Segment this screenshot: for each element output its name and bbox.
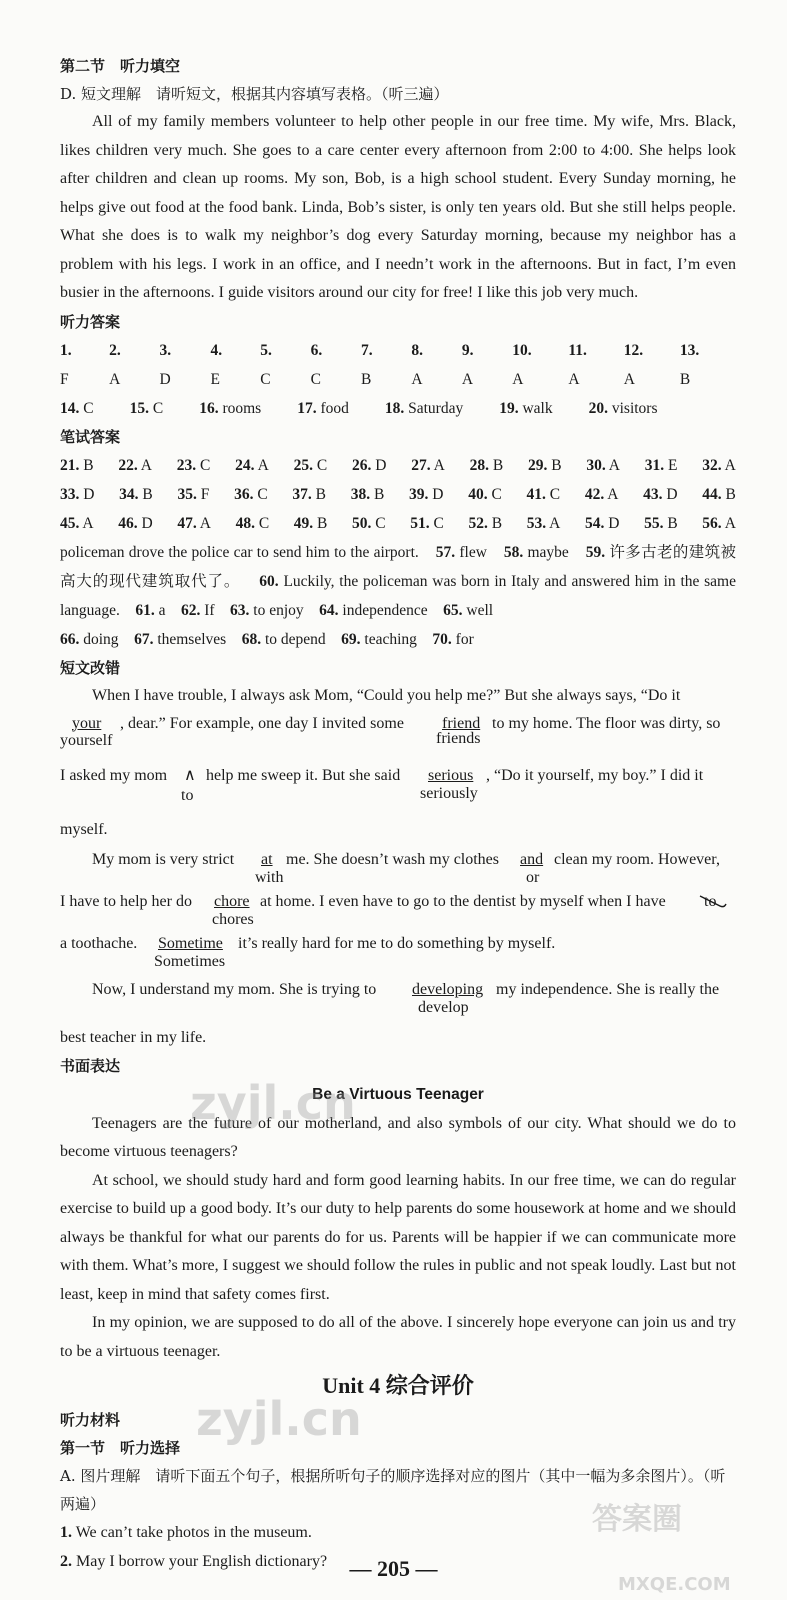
answer-item: 8. A bbox=[411, 341, 424, 388]
answer-item: 32. A bbox=[702, 456, 736, 474]
answer-item: 52. B bbox=[468, 514, 503, 532]
page-number: — 205 — bbox=[349, 1556, 438, 1581]
answer-item: 20. visitors bbox=[588, 399, 658, 417]
written-answers-row bbox=[60, 451, 736, 480]
written-answers-row bbox=[60, 509, 736, 538]
watermark-site: MXQE.COM bbox=[618, 1574, 731, 1595]
answer-item: 44. B bbox=[702, 485, 736, 503]
answer-item: 51. C bbox=[410, 514, 444, 532]
listening-material-title: 听力材料 bbox=[60, 1411, 121, 1429]
error-developing: developing bbox=[412, 980, 484, 998]
error-and: and bbox=[520, 850, 544, 868]
answer-item: 3. D bbox=[159, 341, 172, 388]
answer-item: 28. B bbox=[469, 456, 504, 474]
answer-item: 16. rooms bbox=[199, 399, 262, 417]
answer-item: 48. C bbox=[235, 514, 270, 532]
correction-title: 短文改错 bbox=[60, 658, 121, 677]
answer-item: 23. C bbox=[176, 456, 211, 474]
answer-item: 40. C bbox=[468, 485, 502, 503]
listening-passage: All of my family members volunteer to help other people in our free time. My wife, Mrs. Black, likes children very much. She goes to a care center every afternoon from 2:00 to 4:00. She helps look after children and clean up rooms. My son, Bob, is a high school student. Every Sunday morning, he helps give out food at the food bank. Linda, Bob’s sister, is only ten years old. But she still helps people. What she does is to walk my neighbor’s dog every Saturday morning, because my neighbor has a problem with his legs. I work in an office, and I needn’t work in the afternoons. But in fact, I’m even busier in the afternoons. I guide visitors around our city for free! I like this job very much. bbox=[60, 113, 736, 301]
answer-item: 56. A bbox=[702, 514, 736, 532]
page-content bbox=[60, 52, 736, 1576]
caret-insert: ∧ bbox=[184, 766, 196, 784]
answer-item: 29. B bbox=[527, 456, 562, 474]
answer-item: 38. B bbox=[350, 485, 385, 503]
listening-answers-row bbox=[60, 336, 736, 394]
answer-item: 12. A bbox=[623, 341, 644, 388]
written-answers-title: 笔试答案 bbox=[60, 427, 121, 446]
error-serious: serious bbox=[428, 766, 474, 784]
written-answers-long: policeman drove the police car to send him to the airport. 57. flew 58. maybe 59. 许多古老的建筑被高大的现代建筑取代了。 60. Luckily, the policeman was born in Italy and answered him in the same language. 61. a 62. If 63. to enjoy 64. independence 65. well 66. doing 67. themselves 68. to depend 69. teaching 70. for bbox=[60, 543, 737, 648]
answer-item: 2. A bbox=[109, 341, 121, 388]
answer-item: 37. B bbox=[292, 485, 326, 503]
answer-item: 9. A bbox=[461, 341, 474, 388]
answer-item: 55. B bbox=[644, 514, 678, 532]
error-at: at bbox=[261, 850, 273, 868]
answer-item: 24. A bbox=[235, 456, 269, 474]
essay-paragraph-3: In my opinion, we are supposed to do all of the above. I sincerely hope everyone can join us and try to be a virtuous teenager. bbox=[60, 1314, 736, 1360]
answer-item: 49. B bbox=[293, 514, 328, 532]
answer-item: 13. B bbox=[679, 341, 700, 388]
answer-item: 10. A bbox=[512, 341, 532, 388]
watermark-1: zyjl.cn bbox=[190, 1076, 356, 1130]
essay-paragraph-2: At school, we should study hard and form good learning habits. In our free time, we can do regular exercise to build up a good body. It’s our duty to help parents do some housework at home and we should always be thankful for what our parents do for us. Parents will be happier if we can communicate more with them. What’s more, I suggest we should follow the rules in public and not speak loudly. Last but not least, keep in mind that safety comes first. bbox=[60, 1171, 736, 1303]
error-chore: chore bbox=[214, 892, 250, 910]
delete-mark-icon bbox=[698, 890, 728, 914]
writing-title: 书面表达 bbox=[60, 1056, 121, 1075]
answer-item: 34. B bbox=[119, 485, 153, 503]
answer-item: 5. C bbox=[260, 341, 272, 388]
answer-item: 11. A bbox=[568, 341, 587, 388]
error-sometime: Sometime bbox=[158, 934, 223, 952]
answer-item: 42. A bbox=[584, 485, 619, 503]
answer-item: 45. A bbox=[60, 514, 94, 532]
section1-title: 第一节 听力选择 bbox=[60, 1439, 181, 1457]
answer-item: 47. A bbox=[177, 514, 211, 532]
answer-item: 18. Saturday bbox=[384, 399, 464, 417]
essay-paragraph-1: Teenagers are the future of our motherland, and also symbols of our city. What should we do to become virtuous teenagers? bbox=[60, 1114, 736, 1160]
answer-item: 26. D bbox=[351, 456, 387, 474]
answer-item: 14. C bbox=[60, 399, 94, 417]
answer-item: 25. C bbox=[293, 456, 328, 474]
listening-answers-title: 听力答案 bbox=[60, 312, 121, 331]
error-to-deleted: to bbox=[704, 890, 716, 914]
listening-answers bbox=[60, 336, 736, 423]
watermark-logo: 答案圈 bbox=[592, 1502, 682, 1537]
answer-item: 17. food bbox=[297, 399, 349, 417]
written-answers-row bbox=[60, 480, 736, 509]
answer-item: 6. C bbox=[310, 341, 323, 388]
error-your: your bbox=[72, 714, 102, 732]
correction-block: When I have trouble, I always ask Mom, “Could you help me?” But she always says, “Do it your yourself , dear.” For example, one day I invited some friend friends to my home. The floor was dirty, so I asked my mom ∧ to help me sweep it. But she said serious seriously , “Do it yourself, my boy.” I did it myself. My mom is very strict at with me. She doesn’t wash my clothes and or clean my room. However, I have to help her do chore chores at home. I even have to go to the dentist by myself when I have to a toothache. Sometime Sometimes it’s really hard for me to do something by myself. Now, I understand my mom. She is trying to developing develop my independence. She is really the bbox=[60, 682, 736, 1012]
answer-item: 35. F bbox=[177, 485, 210, 503]
answer-item: 50. C bbox=[352, 514, 386, 532]
answer-item: 46. D bbox=[118, 514, 153, 532]
answer-item: 19. walk bbox=[499, 399, 553, 417]
unit-title: Unit 4 综合评价 bbox=[322, 1373, 474, 1398]
answer-item: 36. C bbox=[234, 485, 268, 503]
written-answers bbox=[60, 451, 736, 538]
sentence-1: 1. We can’t take photos in the museum. bbox=[60, 1524, 312, 1541]
error-friend: friend bbox=[442, 714, 481, 732]
section2-title: 第二节 听力填空 bbox=[60, 57, 181, 75]
answer-item: 4. E bbox=[210, 341, 223, 388]
sentence-2: 2. May I borrow your English dictionary? bbox=[60, 1553, 328, 1570]
answer-item: 53. A bbox=[526, 514, 561, 532]
correction-last-line: best teacher in my life. bbox=[60, 1028, 207, 1046]
essay-title: Be a Virtuous Teenager bbox=[312, 1085, 484, 1103]
section-d-instruction: D. 短文理解 请听短文，根据其内容填写表格。（听三遍） bbox=[60, 85, 449, 103]
answer-item: 22. A bbox=[118, 456, 152, 474]
answer-item: 33. D bbox=[60, 485, 95, 503]
answer-item: 54. D bbox=[584, 514, 620, 532]
answer-item: 31. E bbox=[644, 456, 678, 474]
answer-item: 43. D bbox=[643, 485, 678, 503]
answer-item: 15. C bbox=[129, 399, 164, 417]
answer-item: 21. B bbox=[60, 456, 94, 474]
answer-item: 30. A bbox=[586, 456, 620, 474]
answer-item: 27. A bbox=[411, 456, 445, 474]
listening-answers-row bbox=[60, 394, 736, 423]
answer-item: 39. D bbox=[409, 485, 444, 503]
answer-item: 1. F bbox=[60, 341, 72, 388]
answer-item: 41. C bbox=[526, 485, 561, 503]
section-a-instruction: A. 图片理解 请听下面五个句子，根据所听句子的顺序选择对应的图片（其中一幅为多余图片）。（听两遍） bbox=[60, 1467, 726, 1513]
watermark-2: zyjl.cn bbox=[196, 1392, 362, 1446]
answer-item: 7. B bbox=[361, 341, 373, 388]
